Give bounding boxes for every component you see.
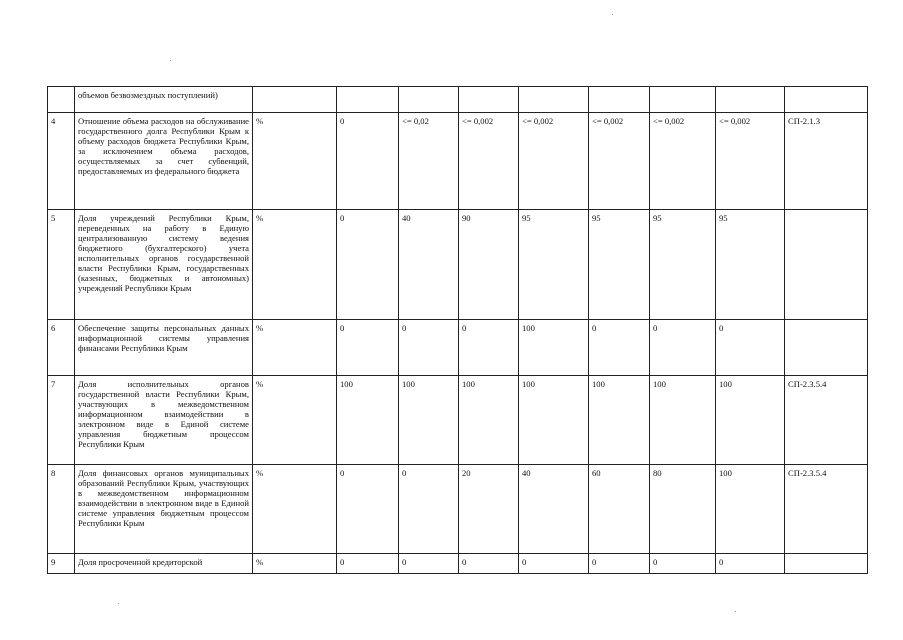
value-cell bbox=[459, 87, 519, 113]
value-cell: 100 bbox=[650, 376, 716, 465]
indicator-name: Доля просроченной кредиторской bbox=[75, 554, 253, 574]
value-cell: 0 bbox=[589, 320, 650, 376]
indicator-name: Доля исполнительных органов государственной власти Республики Крым, участвующих в межведомственном информационном взаимодействии в электронном виде в Единой системе управления бюджетным процессом Республики Крым bbox=[75, 376, 253, 465]
value-cell: 0 bbox=[399, 554, 459, 574]
reference-cell bbox=[785, 87, 868, 113]
value-cell: 40 bbox=[399, 210, 459, 320]
reference-cell bbox=[785, 554, 868, 574]
row-number: 8 bbox=[48, 465, 75, 554]
table-row bbox=[48, 113, 868, 210]
unit-cell: % bbox=[253, 320, 337, 376]
value-cell: 0 bbox=[650, 554, 716, 574]
value-cell bbox=[716, 87, 785, 113]
value-cell: 0 bbox=[589, 554, 650, 574]
value-cell: 0 bbox=[337, 554, 399, 574]
indicator-name: Отношение объема расходов на обслуживание государственного долга Республики Крым к объему расходов бюджета Республики Крым, за исключением объема расходов, осуществляемых за счет субвенций, предоставляемых из федерального бюджета bbox=[75, 113, 253, 210]
row-number: 4 bbox=[48, 113, 75, 210]
row-number: 9 bbox=[48, 554, 75, 574]
value-cell: 0 bbox=[519, 554, 589, 574]
value-cell: <= 0,002 bbox=[519, 113, 589, 210]
value-cell: <= 0,002 bbox=[716, 113, 785, 210]
value-cell: 95 bbox=[589, 210, 650, 320]
value-cell: 0 bbox=[716, 320, 785, 376]
value-cell: 0 bbox=[716, 554, 785, 574]
row-number: 7 bbox=[48, 376, 75, 465]
table-row bbox=[48, 376, 868, 465]
scan-speck bbox=[170, 60, 171, 61]
value-cell: 20 bbox=[459, 465, 519, 554]
value-cell: 0 bbox=[399, 320, 459, 376]
table-body bbox=[48, 87, 868, 574]
table-row bbox=[48, 554, 868, 574]
value-cell: <= 0,002 bbox=[650, 113, 716, 210]
value-cell: 100 bbox=[589, 376, 650, 465]
value-cell: 0 bbox=[459, 320, 519, 376]
row-number: 6 bbox=[48, 320, 75, 376]
value-cell: 100 bbox=[399, 376, 459, 465]
value-cell: 0 bbox=[337, 113, 399, 210]
value-cell bbox=[589, 87, 650, 113]
unit-cell: % bbox=[253, 465, 337, 554]
scan-speck bbox=[735, 611, 736, 612]
table-row bbox=[48, 87, 868, 113]
reference-cell: СП-2.1.3 bbox=[785, 113, 868, 210]
unit-cell: % bbox=[253, 376, 337, 465]
value-cell: 90 bbox=[459, 210, 519, 320]
value-cell: 100 bbox=[459, 376, 519, 465]
value-cell: 100 bbox=[519, 320, 589, 376]
reference-cell bbox=[785, 320, 868, 376]
value-cell bbox=[399, 87, 459, 113]
value-cell: 100 bbox=[337, 376, 399, 465]
indicator-name: объемов безвозмездных поступлений) bbox=[75, 87, 253, 113]
table-row bbox=[48, 465, 868, 554]
value-cell: 100 bbox=[519, 376, 589, 465]
table-row bbox=[48, 320, 868, 376]
row-number: 5 bbox=[48, 210, 75, 320]
scan-speck bbox=[118, 603, 119, 604]
value-cell: 95 bbox=[519, 210, 589, 320]
value-cell: 0 bbox=[459, 554, 519, 574]
indicator-name: Доля учреждений Республики Крым, переведенных на работу в Единую централизованную систему ведения бюджетного (бухгалтерского) учета исполнительных органов государственной власти Республики Крым, государственных (казенных, бюджетных и автономных) учреждений Республики Крым bbox=[75, 210, 253, 320]
value-cell: 0 bbox=[337, 210, 399, 320]
value-cell: <= 0,02 bbox=[399, 113, 459, 210]
value-cell: 95 bbox=[716, 210, 785, 320]
value-cell bbox=[337, 87, 399, 113]
reference-cell: СП-2.3.5.4 bbox=[785, 465, 868, 554]
value-cell: 80 bbox=[650, 465, 716, 554]
value-cell: 95 bbox=[650, 210, 716, 320]
value-cell: 0 bbox=[650, 320, 716, 376]
unit-cell: % bbox=[253, 554, 337, 574]
value-cell: <= 0,002 bbox=[459, 113, 519, 210]
value-cell: 0 bbox=[337, 320, 399, 376]
indicators-table bbox=[47, 86, 868, 574]
row-number bbox=[48, 87, 75, 113]
value-cell: <= 0,002 bbox=[589, 113, 650, 210]
unit-cell: % bbox=[253, 113, 337, 210]
value-cell: 40 bbox=[519, 465, 589, 554]
unit-cell bbox=[253, 87, 337, 113]
table-row bbox=[48, 210, 868, 320]
value-cell: 0 bbox=[337, 465, 399, 554]
reference-cell bbox=[785, 210, 868, 320]
scan-speck bbox=[612, 14, 613, 15]
value-cell: 60 bbox=[589, 465, 650, 554]
value-cell: 100 bbox=[716, 465, 785, 554]
indicator-name: Обеспечение защиты персональных данных информационной системы управления финансами Республики Крым bbox=[75, 320, 253, 376]
value-cell bbox=[519, 87, 589, 113]
value-cell bbox=[650, 87, 716, 113]
unit-cell: % bbox=[253, 210, 337, 320]
value-cell: 100 bbox=[716, 376, 785, 465]
value-cell: 0 bbox=[399, 465, 459, 554]
reference-cell: СП-2.3.5.4 bbox=[785, 376, 868, 465]
indicator-name: Доля финансовых органов муниципальных образований Республики Крым, участвующих в межведомственном информационном взаимодействии в электронном виде в Единой системе управления бюджетным процессом Республики Крым bbox=[75, 465, 253, 554]
